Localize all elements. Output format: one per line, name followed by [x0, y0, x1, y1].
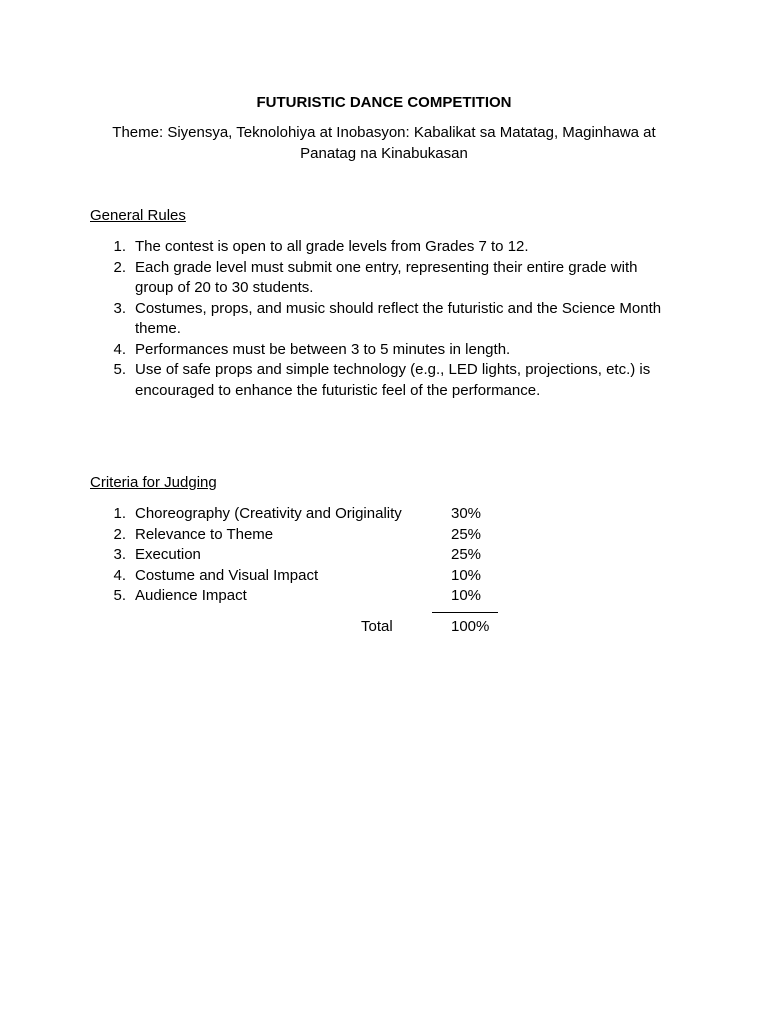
criteria-label: Costume and Visual Impact	[135, 566, 319, 584]
list-number: 3.	[113, 299, 126, 317]
criteria-row	[90, 525, 510, 546]
rule-text: Use of safe props and simple technology (e.g., LED lights, projections, etc.) is encouraged to enhance the futuristic feel of the performance.	[135, 361, 651, 399]
rule-text: The contest is open to all grade levels from Grades 7 to 12.	[135, 238, 529, 255]
rule-text: Each grade level must submit one entry, representing their entire grade with group of 20 to 30 students.	[135, 258, 638, 296]
criteria-percent: 10%	[451, 566, 482, 584]
list-number: 2.	[113, 258, 126, 276]
document-title: FUTURISTIC DANCE COMPETITION	[256, 94, 512, 111]
criteria-label: Choreography (Creativity and Originality	[135, 505, 402, 522]
criteria-percent: 25%	[451, 525, 482, 543]
total-divider	[432, 612, 498, 613]
rule-text: Performances must be between 3 to 5 minutes in length.	[135, 340, 511, 358]
theme-line: Theme: Siyensya, Teknolohiya at Inobasyon: Kabalikat sa Matatag, Maginhawa at Panatag na Kinabukasan	[112, 124, 656, 162]
list-number: 5.	[113, 587, 126, 604]
list-number: 1.	[113, 505, 126, 522]
criteria-row	[90, 586, 510, 607]
criteria-row	[90, 545, 510, 566]
rule-text: Costumes, props, and music should reflect the futuristic and the Science Month theme.	[135, 299, 662, 337]
list-number: 4.	[113, 340, 126, 358]
list-number: 5.	[113, 361, 126, 378]
list-item	[90, 360, 680, 401]
criteria-list	[90, 504, 510, 607]
criteria-row	[90, 566, 510, 587]
criteria-percent: 25%	[451, 546, 482, 563]
list-number: 1.	[113, 238, 126, 255]
criteria-label: Execution	[135, 546, 201, 563]
general-rules-list	[90, 237, 680, 401]
list-number: 4.	[113, 566, 126, 584]
list-item	[90, 258, 680, 299]
list-number: 3.	[113, 546, 126, 563]
criteria-percent: 10%	[451, 587, 482, 604]
list-number: 2.	[113, 525, 126, 543]
general-rules-heading: General Rules	[90, 207, 186, 224]
criteria-label: Relevance to Theme	[135, 525, 274, 543]
list-item	[90, 340, 680, 361]
total-value: 100%	[451, 618, 490, 635]
list-item	[90, 299, 680, 340]
criteria-heading: Criteria for Judging	[90, 474, 217, 491]
list-item	[90, 237, 680, 258]
criteria-label: Audience Impact	[135, 587, 247, 604]
total-label: Total	[361, 618, 393, 635]
criteria-row	[90, 504, 510, 525]
criteria-percent: 30%	[451, 505, 482, 522]
